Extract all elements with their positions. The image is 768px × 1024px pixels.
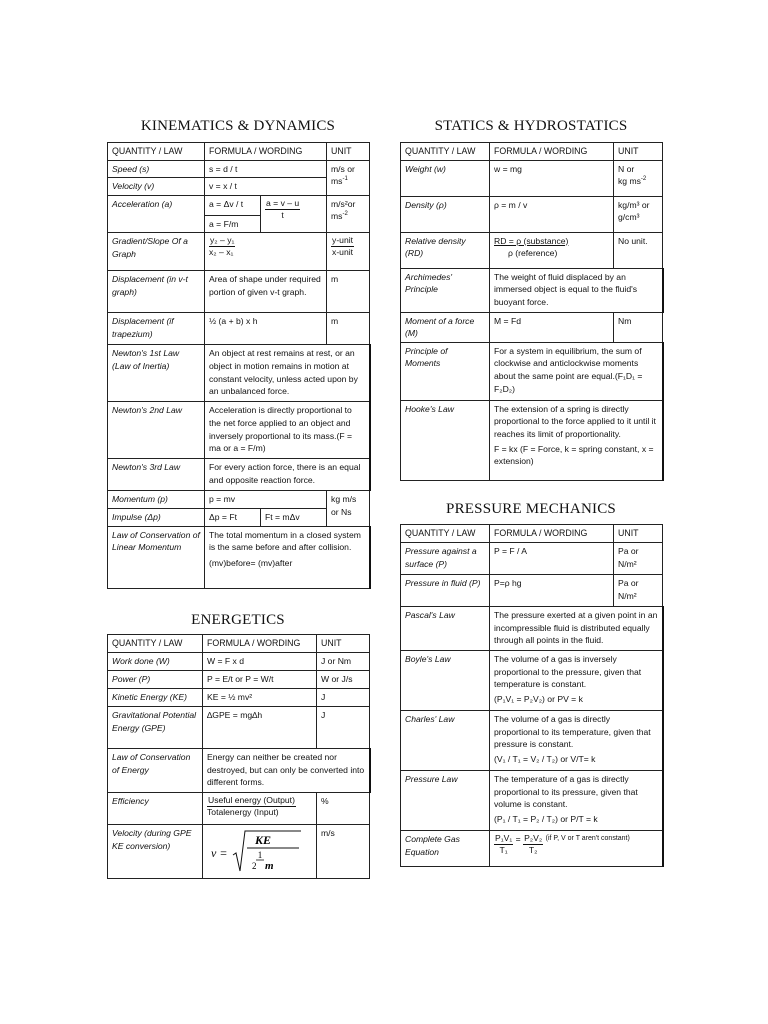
pascals-law-text: The pressure exerted at a given point in an incompressible fluid is distributed equally through all points in the fluid. — [490, 607, 663, 651]
header-quantity: QUANTITY / LAW — [108, 143, 205, 161]
density-formula: ρ = m / v — [490, 196, 614, 232]
power-formula: P = E/t or P = W/t — [203, 671, 317, 689]
acceleration-formula-1: a = Δv / t — [205, 195, 261, 215]
speed-unit: m/s or $ms^{-1}$ — [327, 160, 370, 195]
pressure-fluid-formula: P=ρ hg — [490, 575, 614, 607]
ke-formula: KE = ½ mv² — [203, 689, 317, 707]
header-quantity: QUANTITY / LAW — [401, 143, 490, 161]
kinematics-table — [107, 142, 371, 589]
acceleration-formula-3: a = F/m — [205, 215, 261, 233]
relative-density-label: Relative density (RD) — [401, 232, 490, 268]
gpe-label: Gravitational Potential Energy (GPE) — [108, 707, 203, 749]
charles-law-label: Charles' Law — [401, 711, 490, 771]
momentum-label: Momentum (p) — [108, 491, 205, 509]
conservation-momentum-label: Law of Conservation of Linear Momentum — [108, 526, 205, 588]
density-unit: kg/m³ or g/cm³ — [614, 196, 663, 232]
moment-unit: Nm — [614, 312, 663, 342]
formula-ke-text: KE — [254, 833, 272, 847]
pressure-table — [400, 524, 664, 867]
gpe-formula: ∆GPE = mg∆h — [203, 707, 317, 749]
header-formula: FORMULA / WORDING — [490, 143, 614, 161]
impulse-formula-1: Δp = Ft — [205, 508, 261, 526]
newton3-label: Newton's 3rd Law — [108, 459, 205, 491]
acceleration-label: Acceleration (a) — [108, 195, 205, 233]
displacement-trap-formula: ½ (a + b) x h — [205, 313, 327, 345]
kinematics-title: KINEMATICS & DYNAMICS — [140, 118, 336, 134]
weight-label: Weight (w) — [401, 160, 490, 196]
formula-one-text: 1 — [257, 850, 263, 860]
pressure-law-text: The temperature of a gas is directly proportional to its pressure, given that volume is constant. (P₁ / T₁ = P₂ / T₂) or P/T = k — [490, 771, 663, 831]
displacement-trap-unit: m — [327, 313, 370, 345]
boyles-law-text: The volume of a gas is inversely proportional to the pressure, given that temperature is constant. (P₁V₁ = P₂V₂) or PV = k — [490, 651, 663, 711]
archimedes-text: The weight of fluid displaced by an immersed object is equal to the fluid's buoyant force. — [490, 268, 663, 312]
speed-formula: s = d / t — [205, 160, 327, 178]
newton3-text: For every action force, there is an equal and opposite reaction force. — [205, 459, 370, 491]
pressure-fluid-label: Pressure in fluid (P) — [401, 575, 490, 607]
moment-formula: M = Fd — [490, 312, 614, 342]
work-unit: J or Nm — [317, 653, 370, 671]
relative-density-unit: No unit. — [614, 232, 663, 268]
newton1-text: An object at rest remains at rest, or an object in motion remains in motion at constant velocity, unless acted upon by an unbalanced force. — [205, 345, 370, 402]
velocity-conversion-label: Velocity (during GPE KE conversion) — [108, 825, 203, 879]
header-formula: FORMULA / WORDING — [205, 143, 327, 161]
impulse-formula-2: Ft = mΔv — [261, 508, 327, 526]
pressure-surface-formula: P = F / A — [490, 543, 614, 575]
conservation-energy-label: Law of Conservation of Energy — [108, 749, 203, 793]
velocity-label: Velocity (v) — [108, 178, 205, 196]
acceleration-unit: m/s²or $ms^{-2}$ — [327, 195, 370, 233]
power-label: Power (P) — [108, 671, 203, 689]
newton2-text: Acceleration is directly proportional to the net force applied to an object and inversely proportional to its mass.(F = ma or a = F/m) — [205, 402, 370, 459]
boyles-law-label: Boyle's Law — [401, 651, 490, 711]
ke-label: Kinetic Energy (KE) — [108, 689, 203, 707]
charles-law-text: The volume of a gas is directly proportional to its temperature, given that pressure is constant. (V₁ / T₁ = V₂ / T₂) or V/T= k — [490, 711, 663, 771]
velocity-formula: v = x / t — [205, 178, 327, 196]
hookes-law-label: Hooke's Law — [401, 400, 490, 480]
ke-unit: J — [317, 689, 370, 707]
efficiency-label: Efficiency — [108, 793, 203, 825]
energetics-table — [107, 634, 371, 879]
formula-v-text: v = — [211, 846, 228, 860]
pressure-title: PRESSURE MECHANICS — [446, 501, 616, 517]
archimedes-label: Archimedes' Principle — [401, 268, 490, 312]
statics-title: STATICS & HYDROSTATICS — [434, 118, 628, 134]
gas-equation-label: Complete Gas Equation — [401, 831, 490, 867]
pascals-law-label: Pascal's Law — [401, 607, 490, 651]
gradient-label: Gradient/Slope Of a Graph — [108, 233, 205, 271]
velocity-conversion-unit: m/s — [317, 825, 370, 879]
header-formula: FORMULA / WORDING — [203, 635, 317, 653]
velocity-conversion-formula — [203, 825, 317, 879]
energetics-title: ENERGETICS — [191, 612, 285, 628]
efficiency-unit: % — [317, 793, 370, 825]
pressure-surface-unit: Pa or N/m² — [614, 543, 663, 575]
newton2-label: Newton's 2nd Law — [108, 402, 205, 459]
displacement-trap-label: Displacement (if trapezium) — [108, 313, 205, 345]
relative-density-formula: RD = ρ (substance) ρ (reference) — [490, 232, 614, 268]
header-unit: UNIT — [317, 635, 370, 653]
gradient-formula: $\frac{\text{y₂ – y₁}}{\text{x₂ – x₁}}$ — [205, 233, 327, 271]
sqrt-formula — [207, 827, 311, 875]
pressure-surface-label: Pressure against a surface (P) — [401, 543, 490, 575]
momentum-unit: kg m/s or Ns — [327, 491, 370, 526]
pressure-fluid-unit: Pa or N/m² — [614, 575, 663, 607]
formula-m-text: m — [265, 860, 274, 872]
hookes-law-text: The extension of a spring is directly proportional to the force applied to it until it reaches its limit of proportionality. F = kx (F = Force, k = spring constant, x = extension) — [490, 400, 663, 480]
weight-unit: N or kg $ms^{-2}$ — [614, 160, 663, 196]
conservation-momentum-text: The total momentum in a closed system is the same before and after collision. (mv)before= (mv)after — [205, 526, 370, 588]
acceleration-formula-2: $\frac{a = v - u}{t}$ — [261, 195, 327, 233]
gas-equation-formula: $\frac{\text{P₁V₁}}{\text{T₁}}$ = $\frac{\text{P₂V₂}}{\text{T₂}}$ $^{(if P, V or T aren't constant)}$ — [490, 831, 663, 867]
momentum-formula: p = mv — [205, 491, 327, 509]
pressure-law-label: Pressure Law — [401, 771, 490, 831]
moment-label: Moment of a force (M) — [401, 312, 490, 342]
moments-principle-text: For a system in equilibrium, the sum of clockwise and anticlockwise moments about the same point are equal.(F₁D₁ = F₂D₂) — [490, 342, 663, 400]
impulse-label: Impulse (Δp) — [108, 508, 205, 526]
efficiency-formula: $\frac{\text{Useful energy (Output)}}{\text{Totalenergy (Input)}}$ — [203, 793, 317, 825]
header-unit: UNIT — [614, 143, 663, 161]
density-label: Density (ρ) — [401, 196, 490, 232]
work-formula: W = F x d — [203, 653, 317, 671]
header-unit: UNIT — [327, 143, 370, 161]
speed-label: Speed (s) — [108, 160, 205, 178]
weight-formula: w = mg — [490, 160, 614, 196]
header-unit: UNIT — [614, 525, 663, 543]
header-quantity: QUANTITY / LAW — [108, 635, 203, 653]
power-unit: W or J/s — [317, 671, 370, 689]
gradient-unit: $\frac{\text{y-unit}}{\text{x-unit}}$ — [327, 233, 370, 271]
header-formula: FORMULA / WORDING — [490, 525, 614, 543]
newton1-label: Newton's 1st Law (Law of Inertia) — [108, 345, 205, 402]
conservation-energy-text: Energy can neither be created nor destroyed, but can only be converted into different forms. — [203, 749, 370, 793]
displacement-vt-unit: m — [327, 271, 370, 313]
formula-two-text: 2 — [252, 861, 257, 871]
displacement-vt-formula: Area of shape under required portion of given v-t graph. — [205, 271, 327, 313]
work-label: Work done (W) — [108, 653, 203, 671]
moments-principle-label: Principle of Moments — [401, 342, 490, 400]
displacement-vt-label: Displacement (in v-t graph) — [108, 271, 205, 313]
header-quantity: QUANTITY / LAW — [401, 525, 490, 543]
gpe-unit: J — [317, 707, 370, 749]
statics-table — [400, 142, 664, 481]
